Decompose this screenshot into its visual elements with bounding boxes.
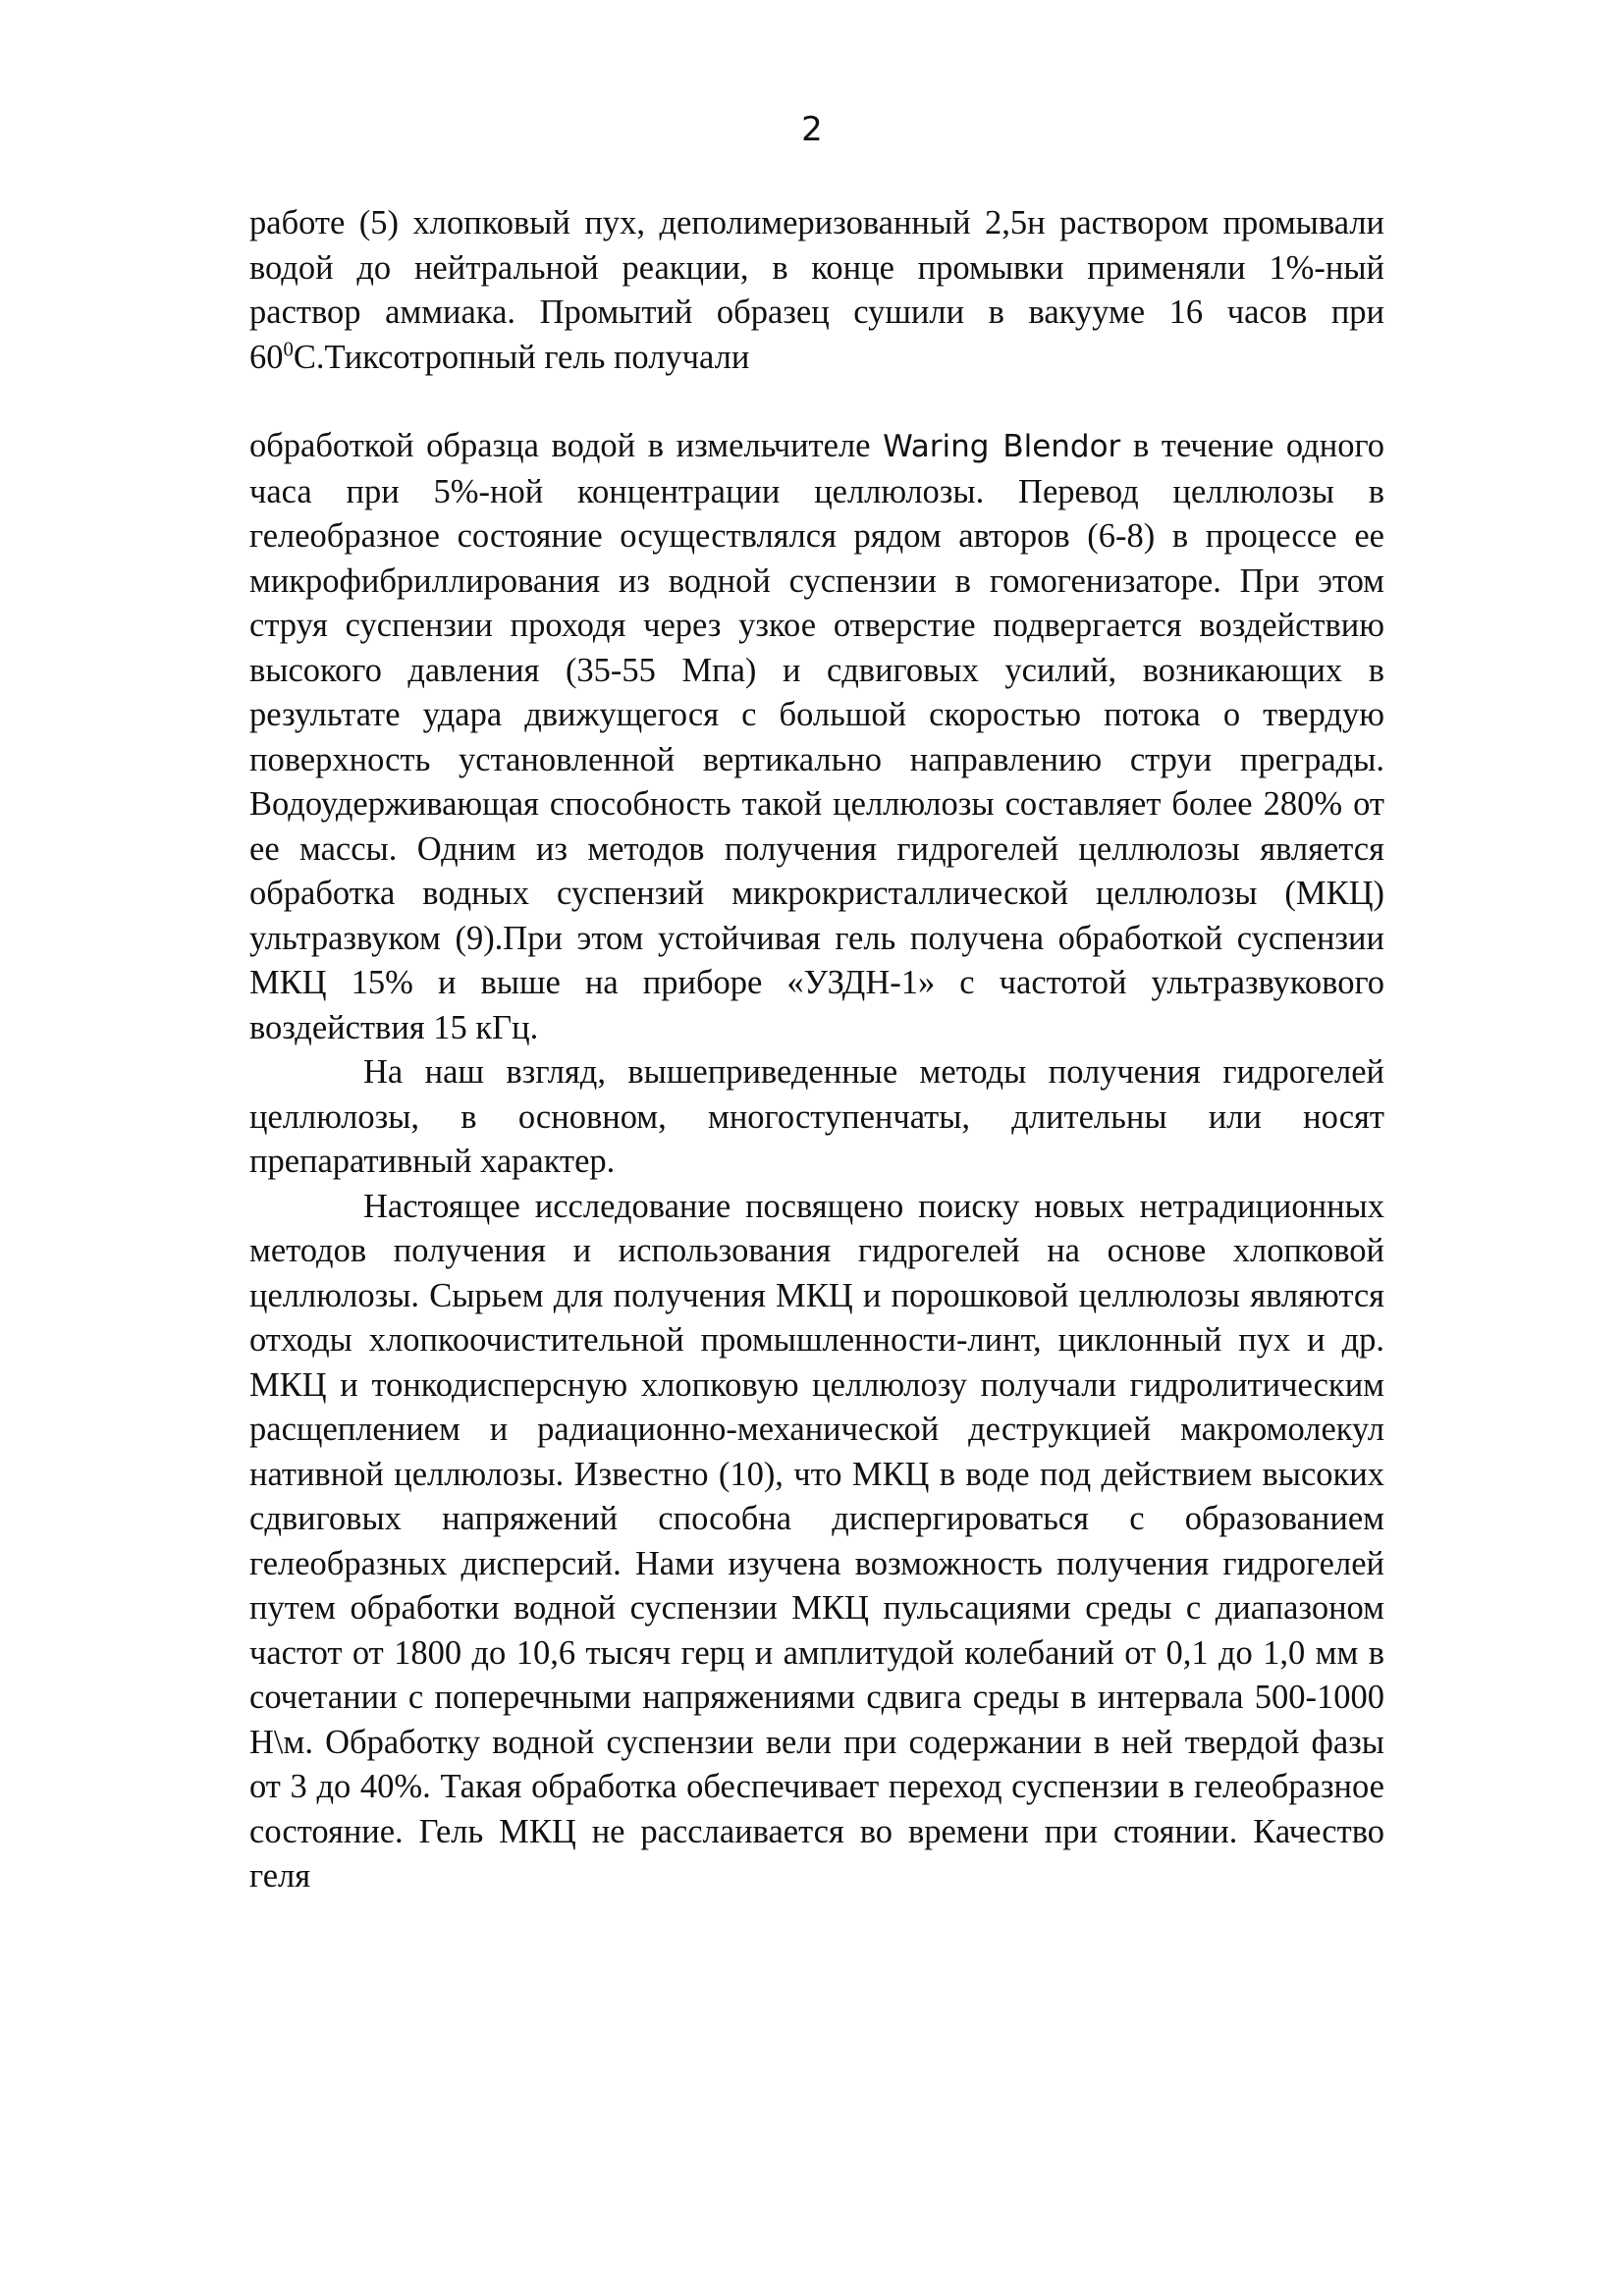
paragraph-1: [249, 201, 1384, 380]
degree-superscript: 0: [283, 339, 294, 360]
paragraph-3: На наш взгляд, вышеприведенные методы получения гидрогелей целлюлозы, в основном, многоступенчаты, длительны или носят препаративный характер.: [249, 1053, 1384, 1180]
paragraph-2: [249, 424, 1384, 1050]
paragraph-1-text: работе (5) хлопковый пух, деполимеризованный 2,5н раствором промывали водой до нейтральной реакции, в конце промывки применяли 1%-ный раствор аммиака. Промытий образец сушили в вакууме 16 часов при 60: [249, 204, 1384, 376]
page-number: 2: [801, 110, 823, 149]
paragraph-1-tail: С.Тиксотропный гель получали: [293, 338, 750, 376]
paragraph-gap: [249, 380, 1384, 424]
paragraph-2-before: обработкой образца водой в измельчителе: [249, 427, 884, 464]
page-body: [249, 201, 1384, 1899]
paragraph-4: Настоящее исследование посвящено поиску новых нетрадиционных методов получения и использования гидрогелей на основе хлопковой целлюлозы. Сырьем для получения МКЦ и порошковой целлюлозы являются отходы хлопкоочистительной промышленности-линт, циклонный пух и др. МКЦ и тонкодисперсную хлопковую целлюлозу получали гидролитическим расщеплением и радиационно-механической деструкцией макромолекул нативной целлюлозы. Известно (10), что МКЦ в воде под действием высоких сдвиговых напряжений способна диспергироваться с образованием гелеобразных дисперсий. Нами изучена возможность получения гидрогелей путем обработки водной суспензии МКЦ пульсациями среды с диапазоном частот от 1800 до 10,6 тысяч герц и амплитудой колебаний от 0,1 до 1,0 мм в сочетании с поперечными напряжениями сдвига среды в интервала 500-1000 Н\м. Обработку водной суспензии вели при содержании в ней твердой фазы от 3 до 40%. Такая обработка обеспечивает переход суспензии в гелеобразное состояние. Гель МКЦ не расслаивается во времени при стоянии. Качество геля: [249, 1187, 1384, 1895]
device-name: Waring Blendor: [883, 429, 1121, 464]
paragraph-2-after: в течение одного часа при 5%-ной концентрации целлюлозы. Перевод целлюлозы в гелеобразное состояние осуществлялся рядом авторов (6-8) в процессе ее микрофибриллирования из водной суспензии в гомогенизаторе. При этом струя суспензии проходя через узкое отверстие подвергается воздействию высокого давления (35-55 Мпа) и сдвиговых усилий, возникающих в результате удара движущегося с большой скоростью потока о твердую поверхность установленной вертикально направлению струи преграды. Водоудерживающая способность такой целлюлозы составляет более 280% от ее массы. Одним из методов получения гидрогелей целлюлозы является обработка водных суспензий микрокристаллической целлюлозы (МКЦ) ультразвуком (9).При этом устойчивая гель получена обработкой суспензии МКЦ 15% и выше на приборе «УЗДН-1» с частотой ультразвукового воздействия 15 кГц.: [249, 427, 1384, 1046]
